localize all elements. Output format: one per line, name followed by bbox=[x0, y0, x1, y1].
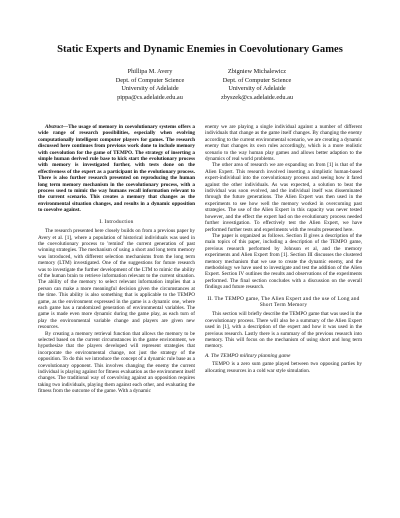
author-org: University of Adelaide bbox=[228, 85, 286, 93]
paragraph: The other area of research we are expanding on from [1] is that of the Alien Expert. This research involved inserting a simplistic human-based expert-individual into the coevolutionary process and seeing how it fared against the other individuals. As was expected, a solution to beat the individual was soon evolved, and the individual itself was disseminated through the future generations. The Alien Expert was then used in the experiments to see how well the memory worked in overcoming past strategies. The use of the Alien Expert in this capacity was never tested however, and the effect the expert had on the evolutionary process needed further investigation. To effectively test the Alien Expert, we have performed further tests and experiments with the results presented here. bbox=[205, 162, 362, 233]
abstract bbox=[38, 124, 195, 214]
author-email: pippa@cs.adelaide.edu.au bbox=[117, 93, 183, 101]
right-column bbox=[205, 124, 362, 374]
paragraph: enemy we are playing a single individual against a number of different individuals that change as the game itself changes. By changing the enemy according to the current environmental scenario, we are creating a dynamic enemy that changes its own rules accordingly, which is a more realistic scenario to the way human play games and allows better adaption to the dynamics of real world problems. bbox=[205, 124, 362, 163]
paragraph: The research presented here closely builds on from a previous paper by Avery et al. [1], where a population of historical individuals was used in the coevolutionary process to 'remind' the current generation of past winning strategies. The mechanism of using a short and long term memory was introduced, with different selection mechanisms from the long term memory (LTM) investigated. One of the suggestions for future research was to investigate the further development of the LTM to mimic the ability of the human brain to retrieve information relevant to the current situation. The ability of the memory to select relevant information implies that a person can make a more meaningful decision given the circumstances at the time. This ability is also something that is applicable to the TEMPO game, as the environment expressed in the game is a dynamic one, where each game has a randomized generation of environmental variables. The game is made even more dynamic during the game play, as each turn of play the environmental variable change and players are given new resources. bbox=[38, 228, 195, 331]
abstract-label: Abstract— bbox=[45, 124, 69, 130]
author-name: Phillipa M. Avery bbox=[127, 68, 173, 75]
left-column bbox=[38, 124, 195, 395]
paragraph: TEMPO is a zero sum game played between two opposing parties by allocating resources in a cold war style simulation. bbox=[205, 361, 362, 374]
abstract-body: The usage of memory in coevolutionary systems offers a wide range of research possibilities, especially when evolving computationally intelligent computer players for games. The research discussed here continues from previous work done to include memory with coevolution for the game of TEMPO. The strategy of inserting a simple human derived rule base to kick start the evolutionary process with memory is investigated further, with tests done on the effectiveness of the expert as a participant in the evolutionary process. There is also further research presented on reproducing the human long term memory mechanism in the coevolutionary process, with a process used to mimic the way humans recall information relevant to the current scenario. This creates a memory that changes as the environmental situation changes, and results in a dynamic opposition to coevolve against. bbox=[38, 124, 195, 214]
subsection-heading: A. The TEMPO military planning game bbox=[205, 352, 291, 359]
section-heading: II. The TEMPO game, The Alien Expert and the use of Long and Short Term Memory bbox=[207, 295, 360, 308]
paragraph: By creating a memory retrieval function that allows the memory to be selected based on the current circumstances in the game environment, we hypothesize that the players developed will represent strategies that incorporate the environmental change, not just the strategy of the opposition. To do this we introduce the concept of a dynamic rule base as a coevolutionary opponent. This involves changing the enemy the current individual is playing against for fitness evaluation as the environment itself changes. The traditional way of coevolving against an opposition requires taking two individuals, playing them against each other, and evaluating the fitness from the outcome of the game. With a dynamic bbox=[38, 330, 195, 395]
author-email: zbyszek@cs.adelaide.edu.au bbox=[220, 93, 294, 101]
author-dept: Dept. of Computer Science bbox=[222, 76, 292, 84]
author-org: University of Adelaide bbox=[121, 85, 179, 93]
paper-title: Static Experts and Dynamic Enemies in Coevolutionary Games bbox=[57, 44, 343, 55]
author-name: Zbigniew Michalewicz bbox=[227, 68, 287, 75]
author-dept: Dept. of Computer Science bbox=[115, 76, 185, 84]
section-heading: I. Introduction bbox=[99, 218, 134, 225]
author-block bbox=[192, 68, 322, 102]
paragraph: This section will briefly describe the TEMPO game that was used in the coevolutionary process. There will also be a summary of the Alien Expert used in [1], with a description of the expert and how it was used in the previous research. Lastly there is a summary of the previous research into memory. This will focus on the mechanism of using short and long term memory. bbox=[205, 311, 362, 350]
paragraph: The paper is organized as follows. Section II gives a description of the main topics of this paper, including a description of the TEMPO game, previous research performed by Johnson et al, and the memory experiments and Alien Expert from [1]. Section III discusses the clustered memory mechanism that we use to create the dynamic enemy, and the methodology we have used to investigate and test the addition of the Alien Expert. Section IV outlines the results and observations of the experiments performed. The final section concludes with a discussion on the overall findings and future research. bbox=[205, 232, 362, 291]
